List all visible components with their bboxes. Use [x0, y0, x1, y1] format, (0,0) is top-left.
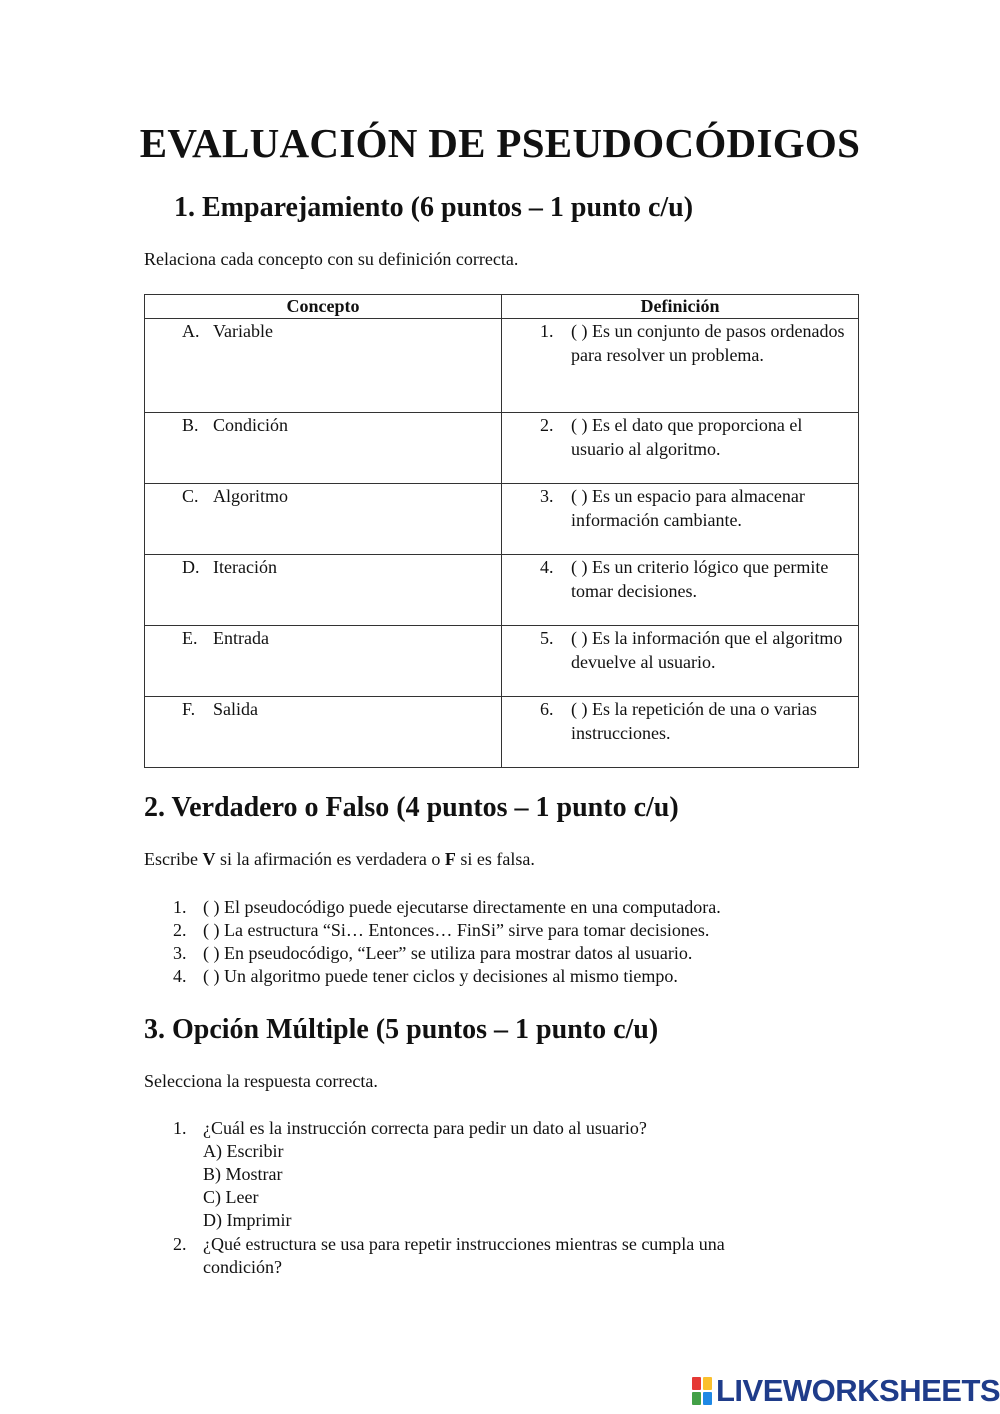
- definition-cell: [502, 555, 859, 626]
- table-row: [145, 697, 859, 768]
- concept-column-header: Concepto: [145, 295, 502, 319]
- concept-text: Variable: [213, 321, 273, 341]
- logo-square: [692, 1392, 701, 1405]
- definition-number: 1.: [540, 321, 554, 341]
- item-text: ( ) En pseudocódigo, “Leer” se utiliza para mostrar datos al usuario.: [203, 943, 693, 963]
- item-number: 4.: [173, 966, 187, 986]
- answer-option[interactable]: A) Escribir: [203, 1141, 284, 1161]
- instruction-text: si es falsa.: [455, 849, 535, 869]
- false-marker: F: [444, 849, 456, 869]
- concept-cell: [145, 319, 502, 413]
- definition-cell: [502, 319, 859, 413]
- logo-mark-icon: [692, 1377, 712, 1405]
- definition-text[interactable]: ( ) Es un criterio lógico que permite tomar decisiones.: [571, 557, 829, 601]
- concept-letter: B.: [182, 415, 199, 435]
- concept-cell: [145, 484, 502, 555]
- concept-text: Algoritmo: [213, 486, 288, 506]
- table-row: [145, 413, 859, 484]
- section3-heading: 3. Opción Múltiple (5 puntos – 1 punto c/u): [144, 1014, 659, 1045]
- liveworksheets-logo[interactable]: [692, 1373, 1000, 1408]
- definition-column-header: Definición: [502, 295, 859, 319]
- concept-cell: [145, 697, 502, 768]
- definition-cell: [502, 413, 859, 484]
- concept-text: Iteración: [213, 557, 277, 577]
- definition-number: 6.: [540, 699, 554, 719]
- definition-cell: [502, 484, 859, 555]
- answer-option[interactable]: C) Leer: [203, 1187, 259, 1207]
- concept-text: Entrada: [213, 628, 269, 648]
- logo-text: LIVEWORKSHEETS: [716, 1373, 1000, 1408]
- definition-text[interactable]: ( ) Es la repetición de una o varias instrucciones.: [571, 699, 817, 743]
- item-text: ( ) Un algoritmo puede tener ciclos y decisiones al mismo tiempo.: [203, 966, 678, 986]
- concept-cell: [145, 555, 502, 626]
- logo-square: [703, 1377, 712, 1390]
- question-number: 2.: [173, 1234, 187, 1254]
- definition-number: 5.: [540, 628, 554, 648]
- question-text-continued: condición?: [203, 1257, 282, 1277]
- definition-text[interactable]: ( ) Es el dato que proporciona el usuario al algoritmo.: [571, 415, 803, 459]
- section2-heading: 2. Verdadero o Falso (4 puntos – 1 punto c/u): [144, 792, 679, 823]
- definition-text[interactable]: ( ) Es la información que el algoritmo devuelve al usuario.: [571, 628, 843, 672]
- concept-text: Salida: [213, 699, 258, 719]
- answer-option[interactable]: B) Mostrar: [203, 1164, 283, 1184]
- item-number: 1.: [173, 897, 187, 917]
- concept-text: Condición: [213, 415, 288, 435]
- concept-letter: D.: [182, 557, 200, 577]
- item-text: ( ) El pseudocódigo puede ejecutarse directamente en una computadora.: [203, 897, 721, 917]
- definition-number: 3.: [540, 486, 554, 506]
- section3-instruction: Selecciona la respuesta correcta.: [144, 1071, 378, 1091]
- definition-text[interactable]: ( ) Es un espacio para almacenar información cambiante.: [571, 486, 805, 530]
- section1-heading: 1. Emparejamiento (6 puntos – 1 punto c/u): [174, 192, 694, 223]
- item-text: ( ) La estructura “Si… Entonces… FinSi” sirve para tomar decisiones.: [203, 920, 710, 940]
- table-row: [145, 626, 859, 697]
- section2-instruction: [144, 848, 535, 870]
- table-header-row: [145, 295, 859, 319]
- concept-letter: A.: [182, 321, 200, 341]
- definition-number: 4.: [540, 557, 554, 577]
- definition-cell: [502, 697, 859, 768]
- definition-text[interactable]: ( ) Es un conjunto de pasos ordenados para resolver un problema.: [571, 321, 845, 365]
- section1-instruction: Relaciona cada concepto con su definición correcta.: [144, 249, 519, 269]
- logo-square: [692, 1377, 701, 1390]
- matching-table: [144, 294, 859, 768]
- table-row: [145, 484, 859, 555]
- question-number: 1.: [173, 1118, 187, 1138]
- question-text: ¿Cuál es la instrucción correcta para pedir un dato al usuario?: [203, 1118, 647, 1138]
- question-text: ¿Qué estructura se usa para repetir instrucciones mientras se cumpla una: [203, 1234, 725, 1254]
- table-row: [145, 555, 859, 626]
- concept-letter: C.: [182, 486, 199, 506]
- page-title: EVALUACIÓN DE PSEUDOCÓDIGOS: [139, 120, 861, 166]
- true-marker: V: [202, 849, 216, 869]
- instruction-text: si la afirmación es verdadera o: [215, 849, 445, 869]
- concept-cell: [145, 626, 502, 697]
- definition-number: 2.: [540, 415, 554, 435]
- table-row: [145, 319, 859, 413]
- concept-cell: [145, 413, 502, 484]
- logo-square: [703, 1392, 712, 1405]
- concept-letter: F.: [182, 699, 196, 719]
- item-number: 3.: [173, 943, 187, 963]
- concept-letter: E.: [182, 628, 198, 648]
- definition-cell: [502, 626, 859, 697]
- item-number: 2.: [173, 920, 187, 940]
- instruction-text: Escribe: [144, 849, 203, 869]
- answer-option[interactable]: D) Imprimir: [203, 1210, 292, 1230]
